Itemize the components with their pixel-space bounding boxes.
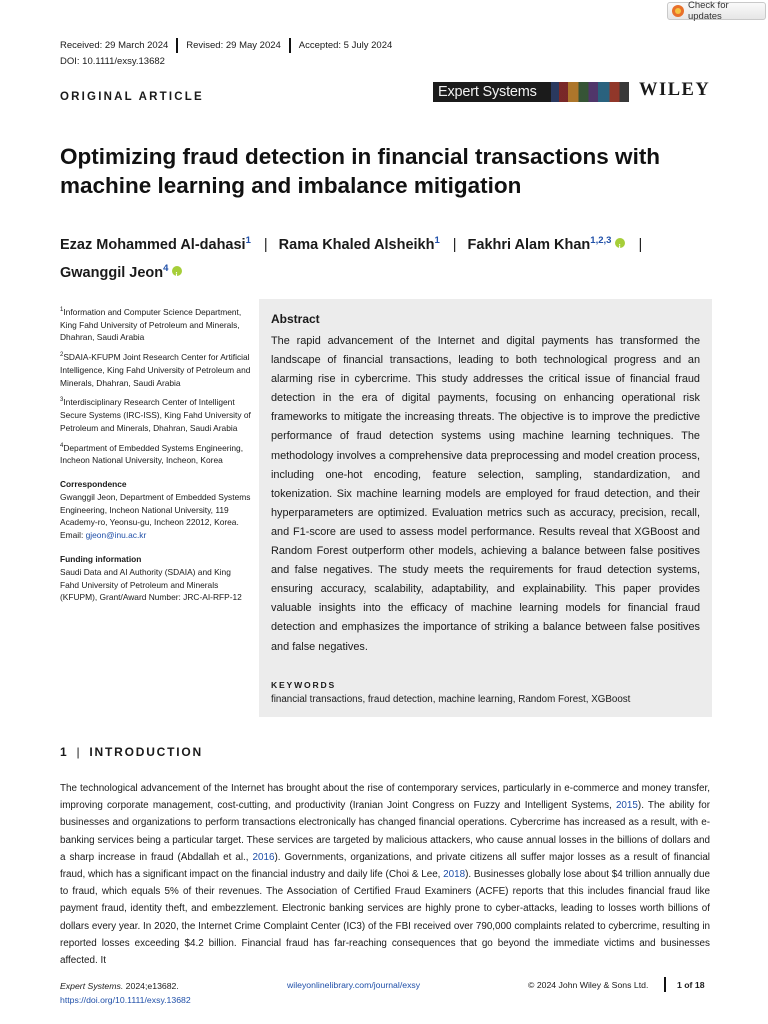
footer-divider <box>664 977 666 992</box>
author-list <box>60 229 740 285</box>
section-title: INTRODUCTION <box>89 745 203 759</box>
accepted-date: Accepted: 5 July 2024 <box>298 39 393 51</box>
journal-banner-art <box>551 82 629 102</box>
date-divider <box>289 38 291 53</box>
affiliation-text: Interdisciplinary Research Center of Intelligent Secure Systems (IRC-ISS), King Fahd University of Petroleum and Minerals, Dhahran, Saudi Arabia <box>60 397 251 433</box>
affiliation-number: 1 <box>60 307 64 313</box>
email-link[interactable]: gjeon@inu.ac.kr <box>85 530 147 541</box>
footer-journal-name: Expert Systems. <box>60 981 124 991</box>
paper-title: Optimizing fraud detection in financial transactions with machine learning and imbalance mitigation <box>60 144 661 198</box>
affiliation-number: 3 <box>60 397 64 404</box>
author-separator: | <box>452 236 457 253</box>
text-run: The technological advancement of the Internet has brought about the rise of contemporary services, particularly in e-commerce and money transfer, improving corporate management, cost-cutting, and productivity (Iranian Joint Congress on Fuzzy and Intelligent Systems, <box>60 783 710 812</box>
publisher-logo: WILEY <box>639 80 711 100</box>
author-affiliation-ref: 1 <box>245 235 251 246</box>
date-divider <box>176 38 178 53</box>
journal-logo <box>433 82 629 102</box>
text-run: ). Governments, organizations, and private citizens all suffer major losses as a result of financial fraud, which has a significant impact on the financial industry and daily life (Choi & Lee, <box>60 851 710 881</box>
affiliation-text: Information and Computer Science Department, King Fahd University of Petroleum and Minerals, Dhahran, Saudi Arabia <box>60 306 242 343</box>
update-badge-icon <box>672 5 684 17</box>
check-for-updates-button[interactable] <box>667 2 766 20</box>
affiliation-number: 2 <box>60 352 64 359</box>
footer-citation <box>60 980 191 1007</box>
orcid-icon[interactable] <box>615 238 625 248</box>
affiliation-text: Department of Embedded Systems Engineering, Incheon National University, Incheon, Korea <box>60 442 244 466</box>
author-separator: | <box>263 236 268 253</box>
introduction-paragraph <box>60 780 710 969</box>
doi-line: DOI: 10.1111/exsy.13682 <box>60 56 165 67</box>
footer-volume: 2024;e13682. <box>123 981 179 991</box>
affiliation-3 <box>60 394 252 434</box>
affiliation-2 <box>60 349 252 389</box>
check-for-updates-label: Check for updates <box>687 0 729 22</box>
correspondence-heading: Correspondence <box>60 478 127 489</box>
revised-date: Revised: 29 May 2024 <box>186 39 281 51</box>
author-name: Rama Khaled Alsheikh <box>278 236 435 253</box>
abstract-box <box>259 299 712 717</box>
journal-name: Expert Systems <box>438 84 537 100</box>
footer-doi-link[interactable]: https://doi.org/10.1111/exsy.13682 <box>60 994 191 1005</box>
received-date: Received: 29 March 2024 <box>60 39 169 51</box>
email-label: Email: <box>60 530 86 541</box>
affiliations-column <box>60 304 252 604</box>
abstract-text: The rapid advancement of the Internet and digital payments has transformed the landscape of financial transactions, leading to both technological progress and an alarming rise in cybercrime. This study addresses the critical issue of financial fraud detection in the era of digital payments, focusing on enhancing operational risk frameworks to mitigate the increasing threats. The objective is to improve the predictive performance of fraud detection systems using machine learning techniques. The methodology involves a comprehensive data preprocessing and model creation process, including one-hot encoding, feature selection, sampling, standardization, and tokenization. Six machine learning models are employed for fraud detection, and their hyperparameters are optimized. Evaluation metrics such as accuracy, precision, recall, and F1-score are used to assess model performance. Results reveal that XGBoost and Random Forest outperform other models, achieving a balance between false positives and false negatives. The study meets the requirements for fraud detection systems, ensuring accuracy, scalability, adaptability, and explainability. This paper provides valuable insights into the efficacy of machine learning models for financial fraud detection and emphasizes the importance of striking a balance between false positives and false negatives. <box>271 335 700 653</box>
section-separator: | <box>76 745 82 759</box>
text-run: ). Businesses globally lose about $4 trillion annually due to fraud, which equals 5% of their revenues. The Association of Certified Fraud Examiners (ACFE) reports that this includes financial fraud like payment fraud, identity theft, and embezzlement. Electronic banking services are highly prone to cyber-attacks, leading to losses worth billions of dollars every year. In 2020, the Internet Crime Complaint Center (IC3) of the FBI received over 790,000 complaints related to cybercrime, resulting in reported losses exceeding $4.2 billion. Financial fraud has far-reaching consequences that go beyond the immediate victims and businesses affected. It <box>60 869 710 967</box>
author-1[interactable] <box>60 237 251 253</box>
keywords-list: financial transactions, fraud detection, machine learning, Random Forest, XGBoost <box>271 694 631 705</box>
article-type-label: ORIGINAL ARTICLE <box>60 91 204 103</box>
author-affiliation-ref: 1,2,3 <box>590 235 612 246</box>
keywords-heading: KEYWORDS <box>271 680 337 690</box>
section-heading <box>60 745 203 759</box>
page-number: 1 of 18 <box>677 980 705 990</box>
funding-text: Saudi Data and AI Authority (SDAIA) and King Fahd University of Petroleum and Minerals (KFUPM), Grant/Award Number: JRC-AI-RFP-12 <box>60 566 242 603</box>
affiliation-text: SDAIA-KFUPM Joint Research Center for Artificial Intelligence, King Fahd University of Petroleum and Minerals, Dhahran, Saudi Arabia <box>60 351 251 388</box>
affiliation-1 <box>60 304 252 344</box>
text-run: ). The ability for businesses and organizations to perform transactions electronically has changed financial operations. Cybercrime has increased as a result, with e-banking services being a particular target. These services are targeted by malicious attackers, who cause annual losses in the billions of dollars and a sharp increase in fraud (Abdallah et al., <box>60 800 710 863</box>
correspondence-address: Gwanggil Jeon, Department of Embedded Systems Engineering, Incheon National University, 119 Academy-ro, Yeonsu-gu, Incheon 22012, Korea. <box>60 491 251 528</box>
footer-copyright: © 2024 John Wiley & Sons Ltd. <box>528 980 649 990</box>
correspondence-text <box>60 491 252 542</box>
footer-journal-link[interactable]: wileyonlinelibrary.com/journal/exsy <box>287 980 421 990</box>
author-name: Fakhri Alam Khan <box>467 236 591 253</box>
section-number: 1 <box>60 745 69 759</box>
author-4[interactable] <box>60 262 182 281</box>
author-2[interactable] <box>279 237 440 253</box>
author-affiliation-ref: 1 <box>434 235 440 246</box>
author-name: Gwanggil Jeon <box>60 264 164 281</box>
affiliation-number: 4 <box>60 442 64 449</box>
orcid-icon[interactable] <box>172 266 182 276</box>
publication-dates <box>60 38 400 52</box>
author-3[interactable] <box>468 237 626 253</box>
citation-link[interactable]: 2015 <box>615 800 638 812</box>
author-name: Ezaz Mohammed Al-dahasi <box>60 236 246 253</box>
author-separator: | <box>638 236 643 253</box>
author-affiliation-ref: 4 <box>163 262 169 274</box>
funding-heading: Funding information <box>60 553 142 564</box>
citation-link[interactable]: 2018 <box>443 869 466 881</box>
abstract-heading: Abstract <box>271 312 320 326</box>
citation-link[interactable]: 2016 <box>252 851 275 863</box>
affiliation-4 <box>60 440 252 467</box>
